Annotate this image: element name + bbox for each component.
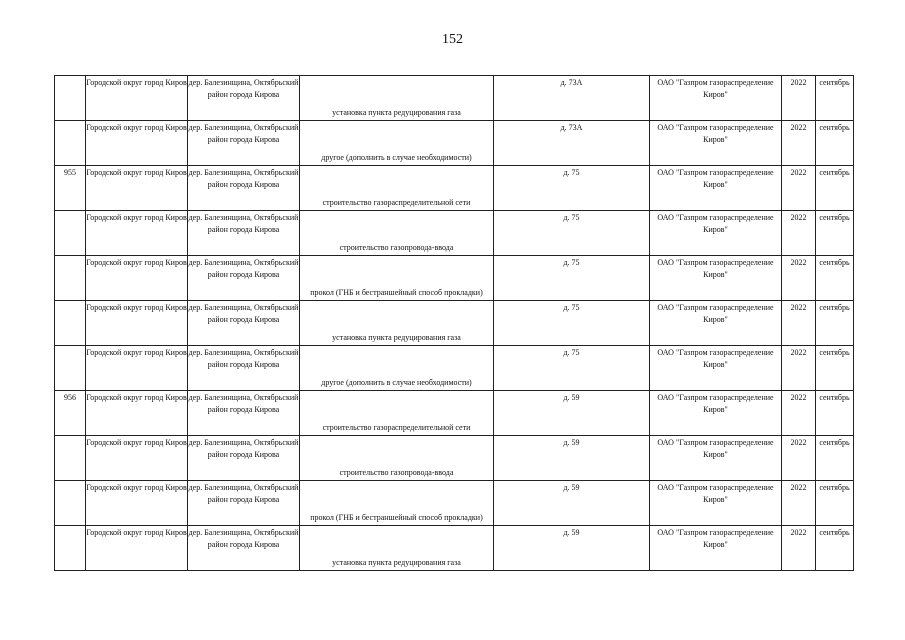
cell-organization <box>650 391 782 436</box>
cell-municipality <box>86 526 188 571</box>
cell-locality-text: дер. Балезинщина, Октябрьский район города Кирова <box>188 213 299 234</box>
cell-locality <box>188 166 300 211</box>
cell-organization <box>650 301 782 346</box>
cell-municipality-text: Городской округ город Киров <box>86 78 187 87</box>
cell-month-text: сентябрь <box>819 528 850 537</box>
cell-year-text: 2022 <box>790 168 807 177</box>
cell-month-text: сентябрь <box>819 483 850 492</box>
cell-year <box>782 166 816 211</box>
cell-municipality-text: Городской округ город Киров <box>86 213 187 222</box>
cell-organization <box>650 346 782 391</box>
cell-house-number-text: д. 73А <box>560 123 583 132</box>
cell-organization-text: ОАО "Газпром газораспределение Киров" <box>657 528 774 549</box>
cell-work-type <box>300 391 494 436</box>
cell-year <box>782 301 816 346</box>
cell-municipality <box>86 391 188 436</box>
cell-locality-text: дер. Балезинщина, Октябрьский район города Кирова <box>188 438 299 459</box>
cell-work-type <box>300 436 494 481</box>
table-row <box>55 346 854 391</box>
cell-month-text: сентябрь <box>819 78 850 87</box>
cell-work-type <box>300 256 494 301</box>
cell-house-number <box>494 436 650 481</box>
cell-work-type <box>300 301 494 346</box>
cell-work-type <box>300 526 494 571</box>
cell-municipality-text: Городской округ город Киров <box>86 123 187 132</box>
cell-work-type-text: прокол (ГНБ и бестраншейный способ прокладки) <box>310 288 483 297</box>
table-row <box>55 391 854 436</box>
table-row <box>55 256 854 301</box>
cell-month <box>816 166 854 211</box>
cell-organization-text: ОАО "Газпром газораспределение Киров" <box>657 123 774 144</box>
cell-month-text: сентябрь <box>819 438 850 447</box>
cell-house-number-text: д. 59 <box>563 438 580 447</box>
table-row <box>55 211 854 256</box>
cell-work-type-text: строительство газопровода-ввода <box>339 468 454 477</box>
cell-organization <box>650 481 782 526</box>
cell-work-type-text: строительство газопровода-ввода <box>339 243 454 252</box>
cell-work-type <box>300 481 494 526</box>
cell-municipality <box>86 301 188 346</box>
cell-house-number <box>494 301 650 346</box>
table-row <box>55 166 854 211</box>
cell-month-text: сентябрь <box>819 348 850 357</box>
cell-row-number <box>55 481 86 526</box>
cell-municipality-text: Городской округ город Киров <box>86 483 187 492</box>
cell-work-type-text: установка пункта редуцирования газа <box>332 108 461 117</box>
cell-month-text: сентябрь <box>819 258 850 267</box>
cell-house-number-text: д. 75 <box>563 258 580 267</box>
cell-house-number <box>494 76 650 121</box>
cell-locality <box>188 211 300 256</box>
cell-house-number-text: д. 59 <box>563 483 580 492</box>
cell-row-number <box>55 391 86 436</box>
table-row <box>55 301 854 346</box>
cell-locality <box>188 346 300 391</box>
cell-municipality-text: Городской округ город Киров <box>86 348 187 357</box>
cell-year-text: 2022 <box>790 78 807 87</box>
cell-organization <box>650 166 782 211</box>
cell-month <box>816 301 854 346</box>
cell-organization <box>650 256 782 301</box>
cell-organization-text: ОАО "Газпром газораспределение Киров" <box>657 78 774 99</box>
cell-year-text: 2022 <box>790 258 807 267</box>
cell-organization <box>650 436 782 481</box>
table-row <box>55 481 854 526</box>
cell-house-number-text: д. 73А <box>560 78 583 87</box>
cell-year <box>782 121 816 166</box>
cell-row-number <box>55 121 86 166</box>
gasification-table <box>54 75 854 571</box>
table-row <box>55 526 854 571</box>
cell-organization <box>650 76 782 121</box>
cell-work-type-text: другое (дополнить в случае необходимости) <box>321 378 472 387</box>
cell-municipality <box>86 76 188 121</box>
cell-row-number <box>55 526 86 571</box>
cell-work-type-text: установка пункта редуцирования газа <box>332 333 461 342</box>
cell-month-text: сентябрь <box>819 303 850 312</box>
cell-year-text: 2022 <box>790 348 807 357</box>
cell-locality-text: дер. Балезинщина, Октябрьский район города Кирова <box>188 303 299 324</box>
cell-year <box>782 346 816 391</box>
cell-month-text: сентябрь <box>819 168 850 177</box>
cell-municipality <box>86 211 188 256</box>
cell-organization-text: ОАО "Газпром газораспределение Киров" <box>657 438 774 459</box>
cell-house-number-text: д. 75 <box>563 303 580 312</box>
cell-month <box>816 121 854 166</box>
cell-municipality <box>86 166 188 211</box>
cell-locality <box>188 76 300 121</box>
cell-work-type-text: строительство газораспределительной сети <box>322 198 471 207</box>
table-body <box>55 76 854 571</box>
cell-row-number <box>55 256 86 301</box>
cell-year-text: 2022 <box>790 393 807 402</box>
cell-row-number <box>55 211 86 256</box>
cell-organization-text: ОАО "Газпром газораспределение Киров" <box>657 258 774 279</box>
cell-month <box>816 76 854 121</box>
cell-work-type <box>300 211 494 256</box>
cell-house-number <box>494 346 650 391</box>
cell-house-number <box>494 256 650 301</box>
cell-house-number-text: д. 75 <box>563 168 580 177</box>
cell-year <box>782 76 816 121</box>
cell-year-text: 2022 <box>790 213 807 222</box>
cell-month <box>816 526 854 571</box>
cell-house-number-text: д. 75 <box>563 213 580 222</box>
cell-house-number <box>494 211 650 256</box>
cell-year <box>782 526 816 571</box>
cell-row-number <box>55 301 86 346</box>
cell-work-type-text: установка пункта редуцирования газа <box>332 558 461 567</box>
cell-locality <box>188 481 300 526</box>
cell-organization-text: ОАО "Газпром газораспределение Киров" <box>657 393 774 414</box>
cell-month <box>816 346 854 391</box>
cell-work-type <box>300 346 494 391</box>
cell-municipality <box>86 121 188 166</box>
cell-month <box>816 391 854 436</box>
cell-locality-text: дер. Балезинщина, Октябрьский район города Кирова <box>188 78 299 99</box>
cell-municipality-text: Городской округ город Киров <box>86 303 187 312</box>
cell-locality-text: дер. Балезинщина, Октябрьский район города Кирова <box>188 258 299 279</box>
cell-month <box>816 211 854 256</box>
cell-organization-text: ОАО "Газпром газораспределение Киров" <box>657 348 774 369</box>
cell-locality <box>188 121 300 166</box>
cell-organization-text: ОАО "Газпром газораспределение Киров" <box>657 303 774 324</box>
cell-locality-text: дер. Балезинщина, Октябрьский район города Кирова <box>188 348 299 369</box>
cell-house-number-text: д. 59 <box>563 393 580 402</box>
cell-work-type <box>300 121 494 166</box>
cell-year-text: 2022 <box>790 438 807 447</box>
cell-month-text: сентябрь <box>819 213 850 222</box>
cell-house-number <box>494 121 650 166</box>
cell-locality <box>188 436 300 481</box>
cell-municipality <box>86 256 188 301</box>
cell-year-text: 2022 <box>790 528 807 537</box>
cell-locality-text: дер. Балезинщина, Октябрьский район города Кирова <box>188 393 299 414</box>
cell-locality <box>188 301 300 346</box>
cell-locality-text: дер. Балезинщина, Октябрьский район города Кирова <box>188 528 299 549</box>
cell-year <box>782 436 816 481</box>
cell-municipality-text: Городской округ город Киров <box>86 168 187 177</box>
cell-municipality-text: Городской округ город Киров <box>86 528 187 537</box>
cell-municipality-text: Городской округ город Киров <box>86 258 187 267</box>
cell-year <box>782 211 816 256</box>
cell-municipality <box>86 346 188 391</box>
cell-locality-text: дер. Балезинщина, Октябрьский район города Кирова <box>188 483 299 504</box>
cell-municipality <box>86 436 188 481</box>
cell-month-text: сентябрь <box>819 123 850 132</box>
cell-work-type-text: другое (дополнить в случае необходимости) <box>321 153 472 162</box>
cell-house-number <box>494 481 650 526</box>
cell-year <box>782 481 816 526</box>
table-row <box>55 76 854 121</box>
cell-row-number <box>55 436 86 481</box>
cell-house-number <box>494 391 650 436</box>
cell-organization-text: ОАО "Газпром газораспределение Киров" <box>657 483 774 504</box>
cell-organization <box>650 526 782 571</box>
cell-year-text: 2022 <box>790 123 807 132</box>
cell-municipality-text: Городской округ город Киров <box>86 393 187 402</box>
table-row <box>55 436 854 481</box>
cell-month <box>816 256 854 301</box>
cell-organization-text: ОАО "Газпром газораспределение Киров" <box>657 213 774 234</box>
cell-year-text: 2022 <box>790 483 807 492</box>
cell-house-number <box>494 166 650 211</box>
cell-work-type-text: строительство газораспределительной сети <box>322 423 471 432</box>
cell-month <box>816 481 854 526</box>
cell-municipality-text: Городской округ город Киров <box>86 438 187 447</box>
cell-organization-text: ОАО "Газпром газораспределение Киров" <box>657 168 774 189</box>
page-number: 152 <box>442 32 463 47</box>
cell-locality <box>188 391 300 436</box>
cell-house-number-text: д. 75 <box>563 348 580 357</box>
cell-house-number-text: д. 59 <box>563 528 580 537</box>
cell-organization <box>650 121 782 166</box>
cell-house-number <box>494 526 650 571</box>
cell-row-number <box>55 166 86 211</box>
cell-organization <box>650 211 782 256</box>
cell-work-type-text: прокол (ГНБ и бестраншейный способ прокладки) <box>310 513 483 522</box>
cell-locality-text: дер. Балезинщина, Октябрьский район города Кирова <box>188 168 299 189</box>
cell-municipality <box>86 481 188 526</box>
cell-year <box>782 391 816 436</box>
cell-work-type <box>300 166 494 211</box>
cell-row-number-text: 955 <box>64 168 76 177</box>
cell-month-text: сентябрь <box>819 393 850 402</box>
cell-row-number-text: 956 <box>64 393 76 402</box>
cell-locality <box>188 256 300 301</box>
cell-year-text: 2022 <box>790 303 807 312</box>
cell-row-number <box>55 76 86 121</box>
cell-year <box>782 256 816 301</box>
cell-row-number <box>55 346 86 391</box>
cell-month <box>816 436 854 481</box>
cell-locality <box>188 526 300 571</box>
cell-work-type <box>300 76 494 121</box>
table-row <box>55 121 854 166</box>
cell-locality-text: дер. Балезинщина, Октябрьский район города Кирова <box>188 123 299 144</box>
